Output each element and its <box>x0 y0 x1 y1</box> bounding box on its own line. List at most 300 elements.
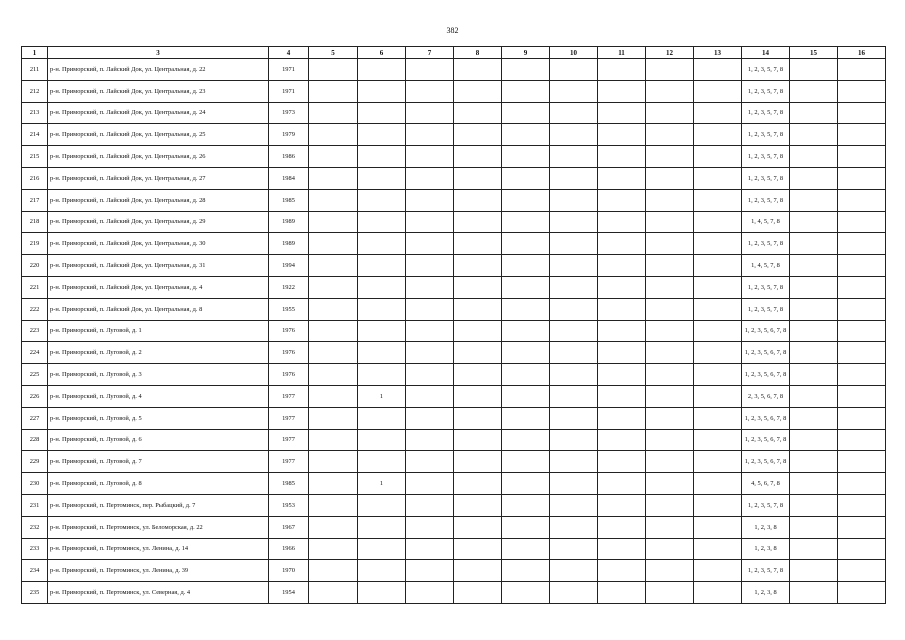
column-11-cell <box>598 124 646 146</box>
page-number: 382 <box>446 26 459 35</box>
column-16-cell <box>838 385 886 407</box>
column-14-cell: 1, 2, 3, 5, 7, 8 <box>742 102 790 124</box>
column-16-cell <box>838 146 886 168</box>
table-row <box>22 429 886 451</box>
column-15-cell <box>790 59 838 81</box>
column-13-cell <box>694 342 742 364</box>
column-13-cell <box>694 276 742 298</box>
column-7-cell <box>406 59 454 81</box>
column-7-cell <box>406 538 454 560</box>
column-14-cell: 1, 2, 3, 8 <box>742 538 790 560</box>
column-7-cell <box>406 320 454 342</box>
row-number-cell: 224 <box>22 342 48 364</box>
column-16-cell <box>838 494 886 516</box>
column-15-cell <box>790 429 838 451</box>
column-15-cell <box>790 451 838 473</box>
row-number-cell: 233 <box>22 538 48 560</box>
column-15-cell <box>790 473 838 495</box>
column-11-cell <box>598 429 646 451</box>
column-10-cell <box>550 59 598 81</box>
column-9-cell <box>502 385 550 407</box>
column-5-cell <box>309 473 358 495</box>
column-5-cell <box>309 276 358 298</box>
address-cell: р-н. Приморский, п. Лайский Док, ул. Центральная, д. 4 <box>48 276 269 298</box>
column-11-cell <box>598 211 646 233</box>
column-16-cell <box>838 233 886 255</box>
year-cell: 1994 <box>269 255 309 277</box>
column-8-cell <box>454 385 502 407</box>
column-15-cell <box>790 276 838 298</box>
row-number-cell: 231 <box>22 494 48 516</box>
column-16-cell <box>838 429 886 451</box>
column-12-cell <box>646 385 694 407</box>
column-16-cell <box>838 298 886 320</box>
column-13-cell <box>694 429 742 451</box>
table-row <box>22 364 886 386</box>
column-16-cell <box>838 124 886 146</box>
address-cell: р-н. Приморский, п. Пертоминск, ул. Северная, д. 4 <box>48 582 269 604</box>
column-9-cell <box>502 494 550 516</box>
row-number-cell: 216 <box>22 167 48 189</box>
column-11-cell <box>598 407 646 429</box>
column-16-cell <box>838 255 886 277</box>
table-row <box>22 516 886 538</box>
address-cell: р-н. Приморский, п. Лайский Док, ул. Центральная, д. 8 <box>48 298 269 320</box>
column-12-cell <box>646 102 694 124</box>
column-9-cell <box>502 582 550 604</box>
row-number-cell: 217 <box>22 189 48 211</box>
row-number-cell: 213 <box>22 102 48 124</box>
column-15-cell <box>790 233 838 255</box>
year-cell: 1989 <box>269 233 309 255</box>
column-15-cell <box>790 364 838 386</box>
year-cell: 1977 <box>269 429 309 451</box>
column-6-cell <box>358 320 406 342</box>
column-5-cell <box>309 364 358 386</box>
column-5-cell <box>309 298 358 320</box>
column-6-cell <box>358 560 406 582</box>
table-row <box>22 211 886 233</box>
column-13-cell <box>694 102 742 124</box>
address-cell: р-н. Приморский, п. Лайский Док, ул. Центральная, д. 22 <box>48 59 269 81</box>
column-8-cell <box>454 407 502 429</box>
column-11-cell <box>598 276 646 298</box>
column-14-cell: 1, 2, 3, 5, 7, 8 <box>742 189 790 211</box>
row-number-cell: 234 <box>22 560 48 582</box>
column-13-cell <box>694 494 742 516</box>
column-9-cell <box>502 560 550 582</box>
column-6-cell <box>358 407 406 429</box>
column-9-cell <box>502 255 550 277</box>
column-5-cell <box>309 124 358 146</box>
column-11-cell <box>598 451 646 473</box>
column-6-cell <box>358 516 406 538</box>
column-12-cell <box>646 211 694 233</box>
column-10-cell <box>550 320 598 342</box>
table-header <box>22 47 886 59</box>
row-number-cell: 215 <box>22 146 48 168</box>
column-11-cell <box>598 473 646 495</box>
address-cell: р-н. Приморский, п. Луговой, д. 1 <box>48 320 269 342</box>
column-12-cell <box>646 298 694 320</box>
column-15-cell <box>790 211 838 233</box>
column-header: 16 <box>838 47 886 59</box>
column-6-cell <box>358 211 406 233</box>
column-8-cell <box>454 560 502 582</box>
column-11-cell <box>598 516 646 538</box>
year-cell: 1976 <box>269 364 309 386</box>
column-5-cell <box>309 494 358 516</box>
column-11-cell <box>598 59 646 81</box>
column-15-cell <box>790 146 838 168</box>
column-6-cell <box>358 451 406 473</box>
address-cell: р-н. Приморский, п. Луговой, д. 6 <box>48 429 269 451</box>
address-cell: р-н. Приморский, п. Лайский Док, ул. Центральная, д. 23 <box>48 80 269 102</box>
column-8-cell <box>454 473 502 495</box>
column-header: 11 <box>598 47 646 59</box>
column-15-cell <box>790 516 838 538</box>
row-number-cell: 226 <box>22 385 48 407</box>
column-10-cell <box>550 189 598 211</box>
column-5-cell <box>309 167 358 189</box>
column-15-cell <box>790 494 838 516</box>
year-cell: 1977 <box>269 451 309 473</box>
column-16-cell <box>838 320 886 342</box>
column-11-cell <box>598 342 646 364</box>
column-14-cell: 1, 2, 3, 5, 6, 7, 8 <box>742 342 790 364</box>
column-15-cell <box>790 538 838 560</box>
column-13-cell <box>694 538 742 560</box>
column-header: 1 <box>22 47 48 59</box>
table-row <box>22 124 886 146</box>
row-number-cell: 218 <box>22 211 48 233</box>
column-10-cell <box>550 102 598 124</box>
column-6-cell <box>358 429 406 451</box>
address-cell: р-н. Приморский, п. Лайский Док, ул. Центральная, д. 30 <box>48 233 269 255</box>
column-7-cell <box>406 211 454 233</box>
column-13-cell <box>694 233 742 255</box>
column-6-cell <box>358 255 406 277</box>
column-8-cell <box>454 429 502 451</box>
column-7-cell <box>406 407 454 429</box>
column-8-cell <box>454 80 502 102</box>
column-6-cell <box>358 342 406 364</box>
column-8-cell <box>454 276 502 298</box>
column-6-cell <box>358 189 406 211</box>
column-15-cell <box>790 102 838 124</box>
row-number-cell: 219 <box>22 233 48 255</box>
column-11-cell <box>598 298 646 320</box>
column-8-cell <box>454 124 502 146</box>
column-5-cell <box>309 407 358 429</box>
column-7-cell <box>406 516 454 538</box>
column-12-cell <box>646 320 694 342</box>
year-cell: 1976 <box>269 342 309 364</box>
column-14-cell: 1, 2, 3, 5, 7, 8 <box>742 494 790 516</box>
year-cell: 1985 <box>269 189 309 211</box>
column-16-cell <box>838 407 886 429</box>
year-cell: 1970 <box>269 560 309 582</box>
column-12-cell <box>646 407 694 429</box>
year-cell: 1985 <box>269 473 309 495</box>
column-12-cell <box>646 255 694 277</box>
column-9-cell <box>502 429 550 451</box>
year-cell: 1977 <box>269 385 309 407</box>
year-cell: 1953 <box>269 494 309 516</box>
column-7-cell <box>406 494 454 516</box>
row-number-cell: 235 <box>22 582 48 604</box>
column-11-cell <box>598 320 646 342</box>
table-body <box>22 59 886 604</box>
column-9-cell <box>502 342 550 364</box>
column-5-cell <box>309 146 358 168</box>
column-8-cell <box>454 255 502 277</box>
column-11-cell <box>598 233 646 255</box>
column-9-cell <box>502 538 550 560</box>
column-8-cell <box>454 298 502 320</box>
column-5-cell <box>309 233 358 255</box>
address-cell: р-н. Приморский, п. Луговой, д. 8 <box>48 473 269 495</box>
row-number-cell: 228 <box>22 429 48 451</box>
year-cell: 1966 <box>269 538 309 560</box>
column-13-cell <box>694 59 742 81</box>
column-14-cell: 1, 2, 3, 5, 7, 8 <box>742 146 790 168</box>
column-5-cell <box>309 102 358 124</box>
column-16-cell <box>838 211 886 233</box>
column-16-cell <box>838 167 886 189</box>
column-9-cell <box>502 59 550 81</box>
table-row <box>22 80 886 102</box>
column-11-cell <box>598 364 646 386</box>
column-6-cell <box>358 233 406 255</box>
column-14-cell: 1, 4, 5, 7, 8 <box>742 255 790 277</box>
address-cell: р-н. Приморский, п. Луговой, д. 7 <box>48 451 269 473</box>
column-10-cell <box>550 582 598 604</box>
column-12-cell <box>646 560 694 582</box>
address-cell: р-н. Приморский, п. Луговой, д. 2 <box>48 342 269 364</box>
column-10-cell <box>550 167 598 189</box>
column-12-cell <box>646 276 694 298</box>
column-13-cell <box>694 560 742 582</box>
column-7-cell <box>406 102 454 124</box>
column-11-cell <box>598 80 646 102</box>
column-10-cell <box>550 429 598 451</box>
column-6-cell <box>358 276 406 298</box>
column-5-cell <box>309 211 358 233</box>
column-7-cell <box>406 167 454 189</box>
column-9-cell <box>502 233 550 255</box>
column-6-cell <box>358 167 406 189</box>
address-cell: р-н. Приморский, п. Лайский Док, ул. Центральная, д. 25 <box>48 124 269 146</box>
column-10-cell <box>550 385 598 407</box>
address-cell: р-н. Приморский, п. Пертоминск, пер. Рыбацкий, д. 7 <box>48 494 269 516</box>
column-14-cell: 4, 5, 6, 7, 8 <box>742 473 790 495</box>
column-6-cell <box>358 582 406 604</box>
column-13-cell <box>694 407 742 429</box>
column-7-cell <box>406 342 454 364</box>
address-cell: р-н. Приморский, п. Луговой, д. 4 <box>48 385 269 407</box>
column-10-cell <box>550 255 598 277</box>
column-10-cell <box>550 494 598 516</box>
column-header: 15 <box>790 47 838 59</box>
row-number-cell: 212 <box>22 80 48 102</box>
table-row <box>22 189 886 211</box>
column-15-cell <box>790 124 838 146</box>
table-row <box>22 538 886 560</box>
column-9-cell <box>502 167 550 189</box>
column-7-cell <box>406 560 454 582</box>
column-9-cell <box>502 364 550 386</box>
column-12-cell <box>646 146 694 168</box>
column-header: 8 <box>454 47 502 59</box>
row-number-cell: 220 <box>22 255 48 277</box>
column-11-cell <box>598 560 646 582</box>
column-16-cell <box>838 582 886 604</box>
column-8-cell <box>454 59 502 81</box>
table-row <box>22 320 886 342</box>
column-12-cell <box>646 538 694 560</box>
column-16-cell <box>838 473 886 495</box>
column-10-cell <box>550 364 598 386</box>
column-14-cell: 1, 2, 3, 8 <box>742 516 790 538</box>
table-row <box>22 385 886 407</box>
column-13-cell <box>694 385 742 407</box>
column-6-cell <box>358 102 406 124</box>
year-cell: 1979 <box>269 124 309 146</box>
column-10-cell <box>550 538 598 560</box>
column-8-cell <box>454 582 502 604</box>
column-11-cell <box>598 385 646 407</box>
year-cell: 1955 <box>269 298 309 320</box>
table-row <box>22 407 886 429</box>
column-9-cell <box>502 516 550 538</box>
column-12-cell <box>646 233 694 255</box>
column-8-cell <box>454 538 502 560</box>
column-7-cell <box>406 429 454 451</box>
year-cell: 1954 <box>269 582 309 604</box>
column-14-cell: 1, 2, 3, 5, 6, 7, 8 <box>742 429 790 451</box>
column-5-cell <box>309 560 358 582</box>
column-header: 10 <box>550 47 598 59</box>
column-10-cell <box>550 473 598 495</box>
column-6-cell <box>358 80 406 102</box>
column-header: 6 <box>358 47 406 59</box>
row-number-cell: 227 <box>22 407 48 429</box>
column-5-cell <box>309 538 358 560</box>
column-13-cell <box>694 167 742 189</box>
column-16-cell <box>838 276 886 298</box>
column-9-cell <box>502 189 550 211</box>
column-9-cell <box>502 473 550 495</box>
row-number-cell: 211 <box>22 59 48 81</box>
column-14-cell: 1, 2, 3, 5, 7, 8 <box>742 298 790 320</box>
column-14-cell: 1, 2, 3, 5, 6, 7, 8 <box>742 320 790 342</box>
address-cell: р-н. Приморский, п. Лайский Док, ул. Центральная, д. 24 <box>48 102 269 124</box>
row-number-cell: 214 <box>22 124 48 146</box>
address-cell: р-н. Приморский, п. Лайский Док, ул. Центральная, д. 27 <box>48 167 269 189</box>
column-14-cell: 1, 2, 3, 5, 7, 8 <box>742 233 790 255</box>
column-7-cell <box>406 80 454 102</box>
column-5-cell <box>309 516 358 538</box>
column-14-cell: 1, 2, 3, 5, 7, 8 <box>742 80 790 102</box>
column-13-cell <box>694 320 742 342</box>
column-12-cell <box>646 342 694 364</box>
column-14-cell: 1, 2, 3, 5, 6, 7, 8 <box>742 407 790 429</box>
column-13-cell <box>694 80 742 102</box>
column-11-cell <box>598 255 646 277</box>
column-13-cell <box>694 582 742 604</box>
column-7-cell <box>406 385 454 407</box>
column-13-cell <box>694 124 742 146</box>
column-13-cell <box>694 298 742 320</box>
column-14-cell: 1, 2, 3, 5, 6, 7, 8 <box>742 364 790 386</box>
row-number-cell: 232 <box>22 516 48 538</box>
column-16-cell <box>838 451 886 473</box>
column-12-cell <box>646 582 694 604</box>
column-5-cell <box>309 342 358 364</box>
address-cell: р-н. Приморский, п. Пертоминск, ул. Ленина, д. 14 <box>48 538 269 560</box>
address-cell: р-н. Приморский, п. Пертоминск, ул. Беломорская, д. 22 <box>48 516 269 538</box>
column-8-cell <box>454 342 502 364</box>
column-9-cell <box>502 298 550 320</box>
year-cell: 1977 <box>269 407 309 429</box>
column-9-cell <box>502 407 550 429</box>
year-cell: 1971 <box>269 59 309 81</box>
column-5-cell <box>309 385 358 407</box>
column-16-cell <box>838 59 886 81</box>
column-13-cell <box>694 451 742 473</box>
column-11-cell <box>598 494 646 516</box>
column-12-cell <box>646 124 694 146</box>
column-8-cell <box>454 494 502 516</box>
column-6-cell <box>358 146 406 168</box>
registry-table <box>21 46 886 604</box>
column-8-cell <box>454 146 502 168</box>
column-7-cell <box>406 364 454 386</box>
column-13-cell <box>694 473 742 495</box>
column-5-cell <box>309 59 358 81</box>
column-15-cell <box>790 560 838 582</box>
column-12-cell <box>646 364 694 386</box>
table-row <box>22 233 886 255</box>
column-header: 13 <box>694 47 742 59</box>
column-12-cell <box>646 473 694 495</box>
table-row <box>22 146 886 168</box>
column-7-cell <box>406 124 454 146</box>
column-16-cell <box>838 538 886 560</box>
column-13-cell <box>694 255 742 277</box>
column-16-cell <box>838 364 886 386</box>
column-9-cell <box>502 211 550 233</box>
column-header: 12 <box>646 47 694 59</box>
column-header: 7 <box>406 47 454 59</box>
column-10-cell <box>550 124 598 146</box>
column-8-cell <box>454 451 502 473</box>
column-14-cell: 1, 4, 5, 7, 8 <box>742 211 790 233</box>
column-9-cell <box>502 146 550 168</box>
column-8-cell <box>454 233 502 255</box>
column-11-cell <box>598 167 646 189</box>
column-7-cell <box>406 255 454 277</box>
column-5-cell <box>309 582 358 604</box>
table-row <box>22 494 886 516</box>
address-cell: р-н. Приморский, п. Лайский Док, ул. Центральная, д. 26 <box>48 146 269 168</box>
column-8-cell <box>454 320 502 342</box>
column-5-cell <box>309 429 358 451</box>
column-5-cell <box>309 320 358 342</box>
column-15-cell <box>790 385 838 407</box>
column-10-cell <box>550 146 598 168</box>
